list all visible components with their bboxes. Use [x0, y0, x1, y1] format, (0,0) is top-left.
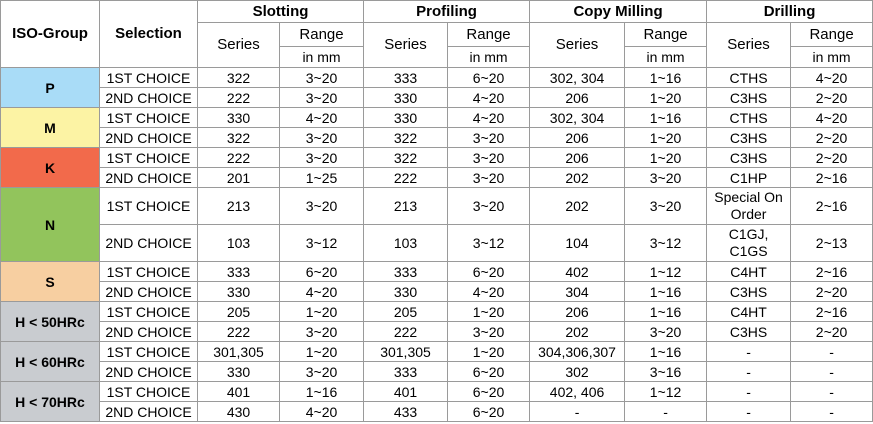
profiling-series: 433 — [364, 402, 448, 422]
slotting-series: 222 — [198, 322, 280, 342]
slotting-range: 1~20 — [280, 342, 364, 362]
profiling-series: 222 — [364, 168, 448, 188]
slotting-range: 4~20 — [280, 402, 364, 422]
drilling-range: 2~13 — [791, 225, 873, 262]
selection-cell: 2ND CHOICE — [100, 282, 198, 302]
slotting-series: 333 — [198, 262, 280, 282]
drilling-range: 2~16 — [791, 262, 873, 282]
copy-milling-series: 206 — [530, 302, 625, 322]
copy-milling-range: 3~20 — [625, 322, 707, 342]
range-unit: in mm — [625, 47, 707, 68]
copy-milling-range: 1~20 — [625, 128, 707, 148]
slotting-series: 430 — [198, 402, 280, 422]
profiling-series: 330 — [364, 282, 448, 302]
table-row — [1, 225, 873, 262]
drilling-series: Special On Order — [707, 188, 791, 225]
profiling-series: 330 — [364, 108, 448, 128]
table-body — [1, 68, 873, 422]
selection-cell: 1ST CHOICE — [100, 188, 198, 225]
table-row — [1, 362, 873, 382]
iso-group-cell: P — [1, 68, 100, 108]
profiling-series: 322 — [364, 128, 448, 148]
table-row — [1, 188, 873, 225]
copy-milling-range: 3~12 — [625, 225, 707, 262]
series-header: Series — [530, 23, 625, 68]
selection-cell: 1ST CHOICE — [100, 342, 198, 362]
iso-group-cell: S — [1, 262, 100, 302]
slotting-series: 322 — [198, 128, 280, 148]
drilling-header: Drilling — [707, 1, 873, 23]
drilling-range: 2~20 — [791, 148, 873, 168]
slotting-series: 301,305 — [198, 342, 280, 362]
iso-group-cell: H < 50HRc — [1, 302, 100, 342]
selection-header: Selection — [100, 1, 198, 68]
drilling-range: 2~16 — [791, 302, 873, 322]
selection-cell: 2ND CHOICE — [100, 128, 198, 148]
range-header: Range — [448, 23, 530, 47]
copy-milling-series: 206 — [530, 88, 625, 108]
selection-cell: 2ND CHOICE — [100, 322, 198, 342]
profiling-series: 333 — [364, 68, 448, 88]
range-unit: in mm — [791, 47, 873, 68]
drilling-range: - — [791, 342, 873, 362]
copy-milling-range: 1~16 — [625, 68, 707, 88]
profiling-range: 3~20 — [448, 168, 530, 188]
slotting-range: 4~20 — [280, 282, 364, 302]
profiling-range: 6~20 — [448, 402, 530, 422]
drilling-range: 4~20 — [791, 68, 873, 88]
series-header: Series — [198, 23, 280, 68]
profiling-series: 333 — [364, 262, 448, 282]
drilling-series: C3HS — [707, 282, 791, 302]
slotting-header: Slotting — [198, 1, 364, 23]
selection-cell: 2ND CHOICE — [100, 225, 198, 262]
profiling-series: 222 — [364, 322, 448, 342]
copy-milling-series: 104 — [530, 225, 625, 262]
slotting-range: 3~20 — [280, 88, 364, 108]
profiling-range: 4~20 — [448, 88, 530, 108]
slotting-series: 213 — [198, 188, 280, 225]
copy-milling-series: 304 — [530, 282, 625, 302]
series-header: Series — [364, 23, 448, 68]
profiling-header: Profiling — [364, 1, 530, 23]
drilling-series: - — [707, 382, 791, 402]
profiling-series: 213 — [364, 188, 448, 225]
drilling-series: C3HS — [707, 322, 791, 342]
selection-cell: 1ST CHOICE — [100, 262, 198, 282]
copy-milling-header: Copy Milling — [530, 1, 707, 23]
copy-milling-range: 3~20 — [625, 168, 707, 188]
profiling-range: 6~20 — [448, 262, 530, 282]
profiling-series: 103 — [364, 225, 448, 262]
copy-milling-series: 206 — [530, 128, 625, 148]
drilling-range: - — [791, 382, 873, 402]
copy-milling-range: 1~20 — [625, 148, 707, 168]
table-row — [1, 108, 873, 128]
table-row — [1, 382, 873, 402]
selection-cell: 1ST CHOICE — [100, 68, 198, 88]
table-row — [1, 302, 873, 322]
drilling-series: C3HS — [707, 88, 791, 108]
copy-milling-range: - — [625, 402, 707, 422]
range-unit: in mm — [448, 47, 530, 68]
profiling-series: 205 — [364, 302, 448, 322]
profiling-series: 322 — [364, 148, 448, 168]
profiling-range: 6~20 — [448, 68, 530, 88]
copy-milling-series: 304,306,307 — [530, 342, 625, 362]
profiling-series: 330 — [364, 88, 448, 108]
slotting-series: 205 — [198, 302, 280, 322]
selection-cell: 2ND CHOICE — [100, 168, 198, 188]
copy-milling-series: 402 — [530, 262, 625, 282]
range-header: Range — [791, 23, 873, 47]
copy-milling-range: 1~20 — [625, 88, 707, 108]
drilling-series: CTHS — [707, 108, 791, 128]
iso-group-cell: M — [1, 108, 100, 148]
drilling-range: 2~16 — [791, 188, 873, 225]
copy-milling-series: 402, 406 — [530, 382, 625, 402]
copy-milling-series: 206 — [530, 148, 625, 168]
drilling-series: - — [707, 362, 791, 382]
copy-milling-series: 302, 304 — [530, 108, 625, 128]
drilling-series: - — [707, 342, 791, 362]
profiling-range: 3~20 — [448, 148, 530, 168]
selection-cell: 1ST CHOICE — [100, 148, 198, 168]
slotting-range: 3~20 — [280, 68, 364, 88]
table-row — [1, 148, 873, 168]
drilling-series: C1HP — [707, 168, 791, 188]
selection-cell: 1ST CHOICE — [100, 108, 198, 128]
slotting-range: 1~25 — [280, 168, 364, 188]
table-row — [1, 322, 873, 342]
drilling-range: 2~20 — [791, 322, 873, 342]
profiling-range: 3~20 — [448, 188, 530, 225]
profiling-range: 1~20 — [448, 342, 530, 362]
profiling-range: 1~20 — [448, 302, 530, 322]
drilling-range: 2~20 — [791, 88, 873, 108]
profiling-series: 333 — [364, 362, 448, 382]
slotting-range: 3~20 — [280, 148, 364, 168]
slotting-series: 222 — [198, 148, 280, 168]
profiling-range: 6~20 — [448, 382, 530, 402]
iso-group-cell: N — [1, 188, 100, 262]
copy-milling-range: 1~12 — [625, 382, 707, 402]
profiling-range: 4~20 — [448, 108, 530, 128]
drilling-series: C4HT — [707, 262, 791, 282]
drilling-range: 4~20 — [791, 108, 873, 128]
drilling-series: C3HS — [707, 128, 791, 148]
selection-cell: 2ND CHOICE — [100, 362, 198, 382]
slotting-series: 330 — [198, 362, 280, 382]
table-row — [1, 282, 873, 302]
profiling-range: 3~12 — [448, 225, 530, 262]
copy-milling-range: 1~16 — [625, 282, 707, 302]
slotting-series: 103 — [198, 225, 280, 262]
copy-milling-range: 3~20 — [625, 188, 707, 225]
copy-milling-range: 1~16 — [625, 342, 707, 362]
drilling-range: - — [791, 402, 873, 422]
series-header: Series — [707, 23, 791, 68]
table-row — [1, 128, 873, 148]
slotting-series: 322 — [198, 68, 280, 88]
drilling-series: CTHS — [707, 68, 791, 88]
drilling-series: C1GJ, C1GS — [707, 225, 791, 262]
range-header: Range — [625, 23, 707, 47]
slotting-range: 3~20 — [280, 188, 364, 225]
copy-milling-range: 3~16 — [625, 362, 707, 382]
copy-milling-series: 202 — [530, 322, 625, 342]
selection-cell: 2ND CHOICE — [100, 88, 198, 108]
drilling-series: C4HT — [707, 302, 791, 322]
iso-group-cell: K — [1, 148, 100, 188]
table-row — [1, 342, 873, 362]
slotting-range: 3~20 — [280, 362, 364, 382]
table-row — [1, 402, 873, 422]
slotting-range: 3~20 — [280, 322, 364, 342]
table-row — [1, 168, 873, 188]
slotting-range: 1~20 — [280, 302, 364, 322]
copy-milling-range: 1~16 — [625, 108, 707, 128]
copy-milling-series: 202 — [530, 188, 625, 225]
slotting-range: 4~20 — [280, 108, 364, 128]
drilling-series: - — [707, 402, 791, 422]
profiling-series: 401 — [364, 382, 448, 402]
copy-milling-range: 1~16 — [625, 302, 707, 322]
slotting-range: 6~20 — [280, 262, 364, 282]
copy-milling-series: 302 — [530, 362, 625, 382]
copy-milling-series: 202 — [530, 168, 625, 188]
profiling-range: 3~20 — [448, 322, 530, 342]
selection-cell: 2ND CHOICE — [100, 402, 198, 422]
copy-milling-range: 1~12 — [625, 262, 707, 282]
table-row — [1, 262, 873, 282]
slotting-range: 3~20 — [280, 128, 364, 148]
drilling-range: 2~16 — [791, 168, 873, 188]
range-header: Range — [280, 23, 364, 47]
drilling-series: C3HS — [707, 148, 791, 168]
table-row — [1, 88, 873, 108]
iso-group-cell: H < 70HRc — [1, 382, 100, 422]
selection-cell: 1ST CHOICE — [100, 302, 198, 322]
range-unit: in mm — [280, 47, 364, 68]
drilling-range: - — [791, 362, 873, 382]
copy-milling-series: - — [530, 402, 625, 422]
slotting-series: 330 — [198, 108, 280, 128]
profiling-range: 4~20 — [448, 282, 530, 302]
iso-group-header: ISO-Group — [1, 1, 100, 68]
slotting-series: 401 — [198, 382, 280, 402]
profiling-range: 6~20 — [448, 362, 530, 382]
copy-milling-series: 302, 304 — [530, 68, 625, 88]
slotting-series: 222 — [198, 88, 280, 108]
profiling-series: 301,305 — [364, 342, 448, 362]
selection-cell: 1ST CHOICE — [100, 382, 198, 402]
slotting-series: 201 — [198, 168, 280, 188]
slotting-range: 3~12 — [280, 225, 364, 262]
profiling-range: 3~20 — [448, 128, 530, 148]
drilling-range: 2~20 — [791, 128, 873, 148]
iso-group-cell: H < 60HRc — [1, 342, 100, 382]
slotting-series: 330 — [198, 282, 280, 302]
drilling-range: 2~20 — [791, 282, 873, 302]
slotting-range: 1~16 — [280, 382, 364, 402]
table-row — [1, 68, 873, 88]
